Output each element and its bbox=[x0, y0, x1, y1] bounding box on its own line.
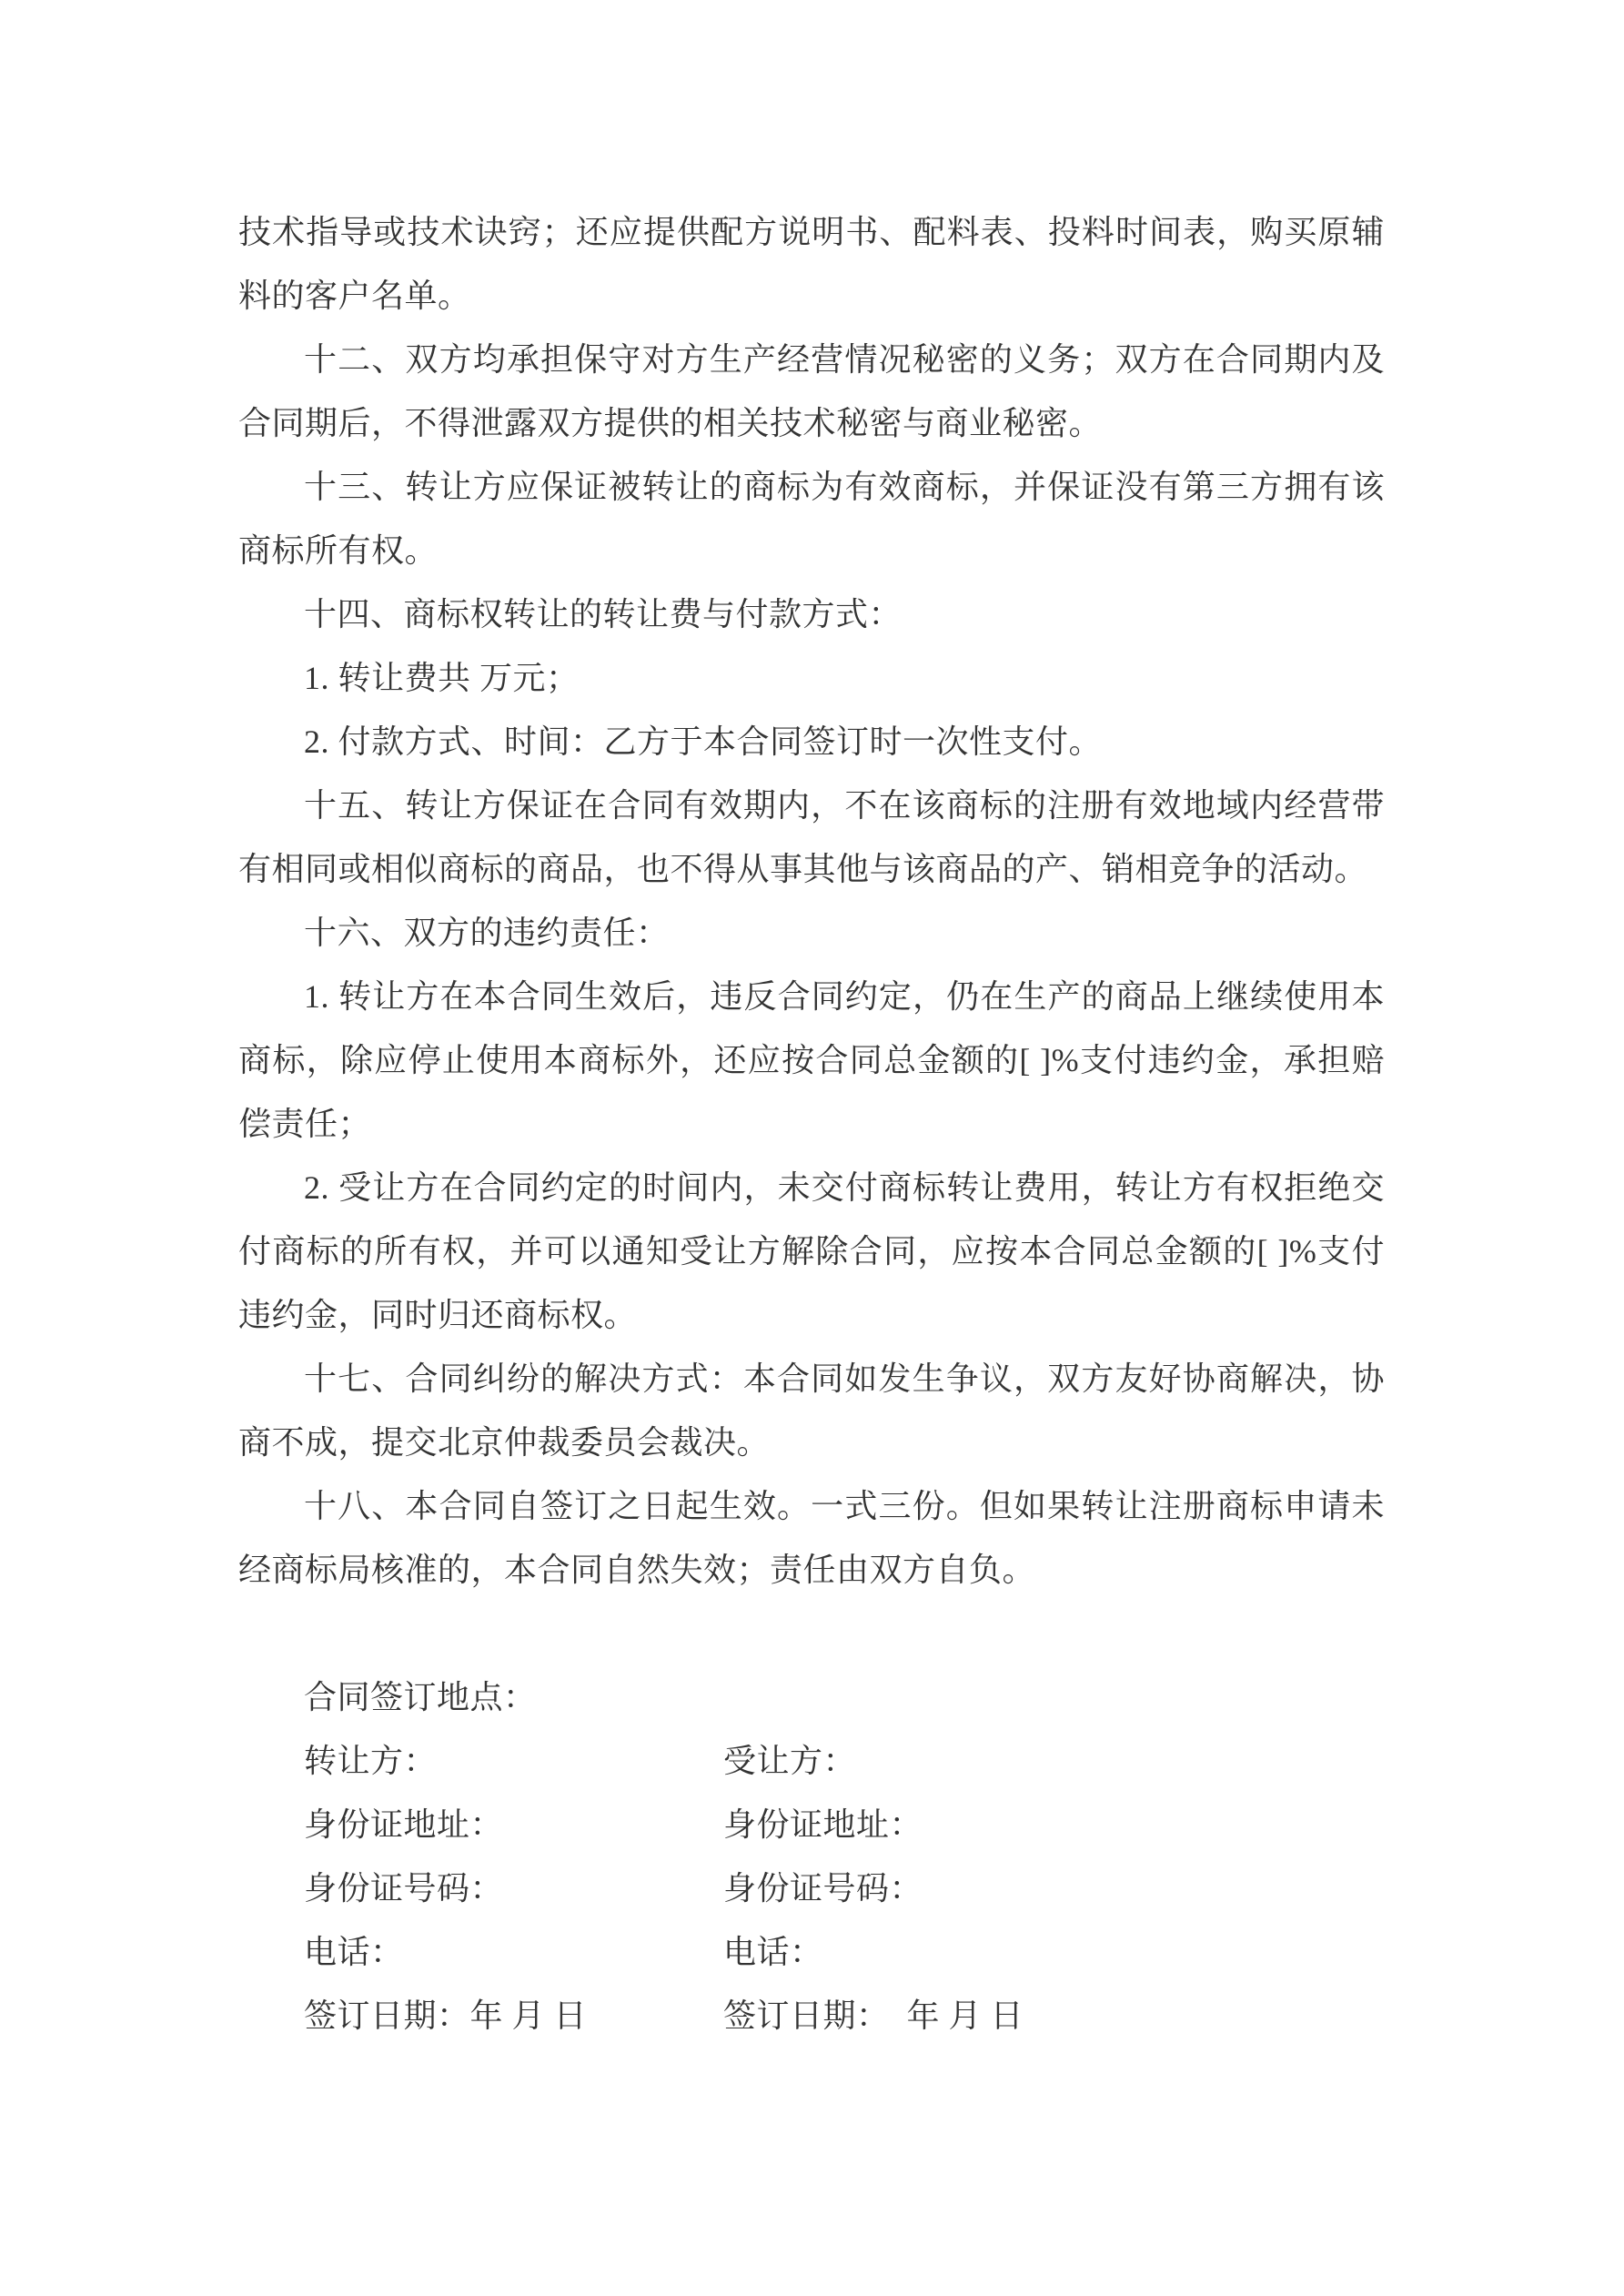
paragraph-clause-16: 十六、双方的违约责任： bbox=[304, 915, 670, 951]
paragraph-clause-13: 十三、转让方应保证被转让的商标为有效商标，并保证没有第三方拥有该商标所有权。 bbox=[238, 469, 1385, 569]
transferee-label: 受让方： bbox=[723, 1743, 857, 1779]
paragraph-clause-14-item-2: 2. 付款方式、时间：乙方于本合同签订时一次性支付。 bbox=[304, 723, 1103, 760]
paragraph-clause-14-item-1: 1. 转让费共 万元； bbox=[304, 660, 580, 696]
signature-block bbox=[238, 1665, 1385, 2048]
transferor-label: 转让方： bbox=[304, 1743, 438, 1779]
paragraph-clause-17: 十七、合同纠纷的解决方式：本合同如发生争议，双方友好协商解决，协商不成，提交北京仲裁委员会裁决。 bbox=[238, 1360, 1385, 1461]
paragraph-continuation: 技术指导或技术诀窍；还应提供配方说明书、配料表、投料时间表，购买原辅料的客户名单。 bbox=[238, 214, 1385, 314]
paragraph-clause-16-item-2: 2. 受让方在合同约定的时间内，未交付商标转让费用，转让方有权拒绝交付商标的所有权，并可以通知受让方解除合同，应按本合同总金额的[ ]%支付违约金，同时归还商标权。 bbox=[238, 1169, 1385, 1333]
signature-row-id-address bbox=[238, 1793, 1385, 1856]
transferee-id-number-label: 身份证号码： bbox=[723, 1870, 923, 1907]
transferor-sign-date-label: 签订日期：年 月 日 bbox=[304, 1998, 588, 2034]
transferee-sign-date-label: 签订日期： 年 月 日 bbox=[723, 1998, 1024, 2034]
transferor-id-number-label: 身份证号码： bbox=[304, 1870, 504, 1907]
signature-row-date bbox=[238, 1984, 1385, 2048]
transferor-phone-label: 电话： bbox=[304, 1934, 404, 1970]
transferor-id-address-label: 身份证地址： bbox=[304, 1806, 504, 1843]
signature-row-id-number bbox=[238, 1856, 1385, 1920]
transferee-phone-label: 电话： bbox=[723, 1934, 823, 1970]
paragraph-clause-14: 十四、商标权转让的转让费与付款方式： bbox=[304, 596, 903, 632]
paragraph-clause-16-item-1: 1. 转让方在本合同生效后，违反合同约定，仍在生产的商品上继续使用本商标，除应停止使用本商标外，还应按合同总金额的[ ]%支付违约金，承担赔偿责任； bbox=[238, 978, 1385, 1142]
signature-row-phone bbox=[238, 1920, 1385, 1984]
transferee-id-address-label: 身份证地址： bbox=[723, 1806, 923, 1843]
paragraph-clause-12: 十二、双方均承担保守对方生产经营情况秘密的义务；双方在合同期内及合同期后，不得泄露双方提供的相关技术秘密与商业秘密。 bbox=[238, 341, 1385, 441]
paragraph-clause-18: 十八、本合同自签订之日起生效。一式三份。但如果转让注册商标申请未经商标局核准的，本合同自然失效；责任由双方自负。 bbox=[238, 1488, 1385, 1588]
signing-location-label: 合同签订地点： bbox=[304, 1679, 537, 1715]
paragraph-clause-15: 十五、转让方保证在合同有效期内，不在该商标的注册有效地域内经营带有相同或相似商标的商品，也不得从事其他与该商品的产、销相竞争的活动。 bbox=[238, 787, 1385, 887]
signature-row-parties bbox=[238, 1729, 1385, 1793]
